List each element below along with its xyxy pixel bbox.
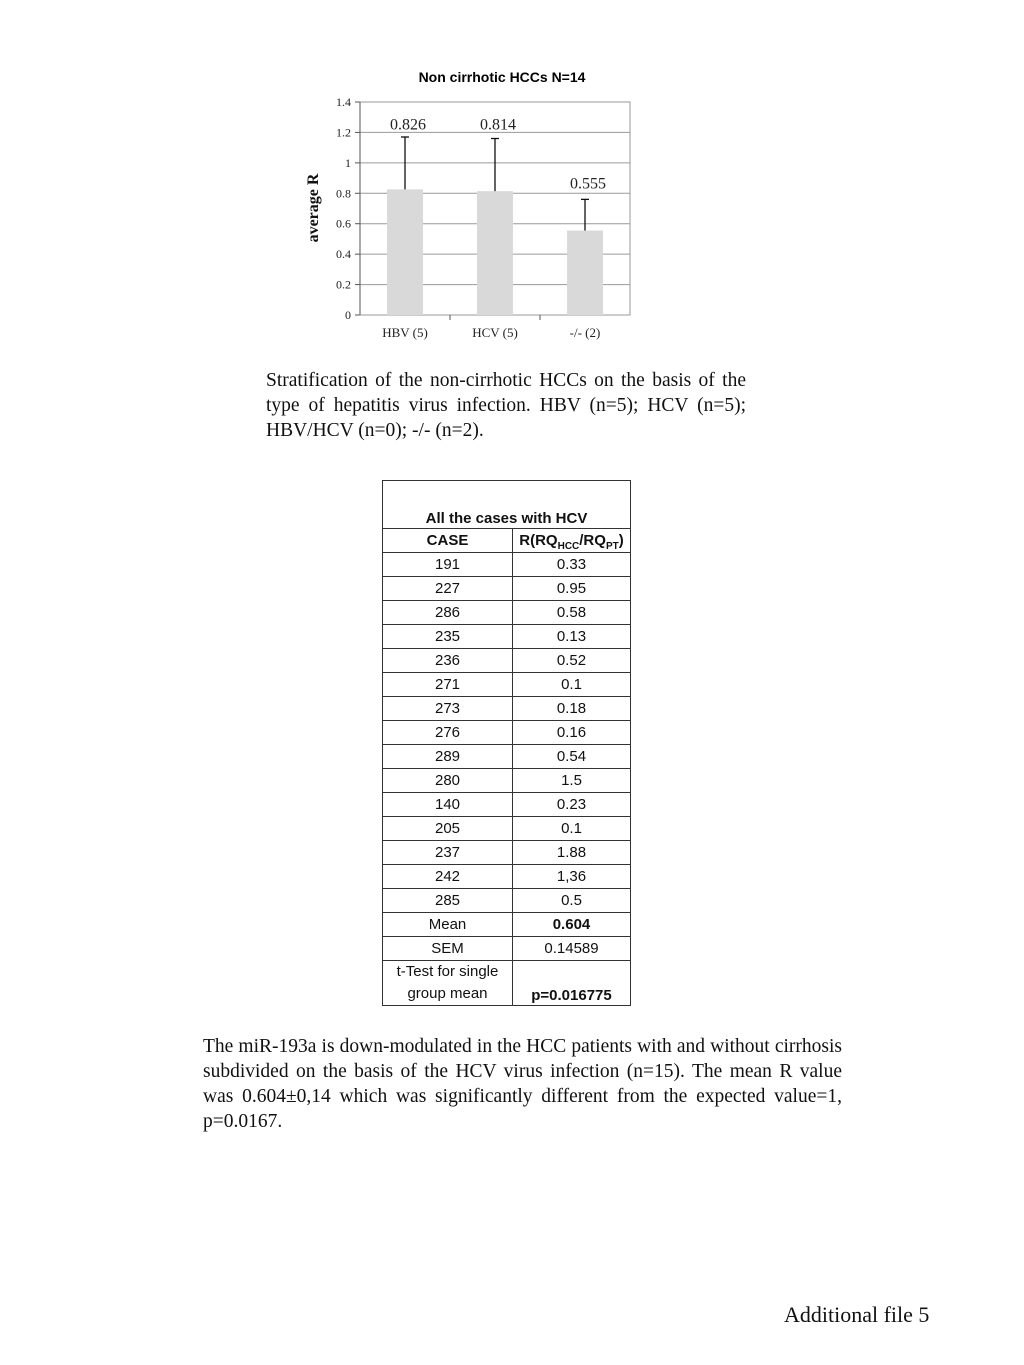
case-cell: 236	[383, 649, 513, 673]
table-row	[383, 625, 631, 649]
r-cell: 1.88	[513, 841, 631, 865]
mean-row	[383, 913, 631, 937]
table-row	[383, 577, 631, 601]
mean-label: Mean	[383, 913, 513, 937]
x-category-label: HBV (5)	[382, 325, 428, 340]
bar	[567, 231, 603, 315]
r-cell: 0.18	[513, 697, 631, 721]
header-case: CASE	[383, 529, 513, 553]
bar-chart	[300, 60, 640, 350]
header-r-sub2: PT	[605, 541, 619, 552]
y-tick-label: 0	[345, 308, 351, 322]
chart-caption: Stratification of the non-cirrhotic HCCs on the basis of the type of hepatitis virus infection. HBV (n=5); HCV (n=5); HBV/HCV (n=0); -/- (n=2).	[266, 370, 746, 441]
table-row	[383, 865, 631, 889]
bars	[387, 116, 606, 315]
table-row	[383, 673, 631, 697]
table-row	[383, 817, 631, 841]
x-category-label: HCV (5)	[472, 325, 518, 340]
r-cell: 0.54	[513, 745, 631, 769]
r-cell: 0.16	[513, 721, 631, 745]
r-cell: 0.1	[513, 817, 631, 841]
case-cell: 235	[383, 625, 513, 649]
table-row	[383, 769, 631, 793]
table-row	[383, 601, 631, 625]
r-cell: 1,36	[513, 865, 631, 889]
x-categories	[382, 315, 600, 340]
bar	[387, 189, 423, 315]
sem-value: 0.14589	[513, 937, 631, 961]
footer-label: Additional file 5	[784, 1302, 930, 1327]
data-label: 0.555	[570, 175, 606, 193]
y-tick-label: 1	[345, 155, 351, 170]
ttest-value: p=0.016775	[513, 961, 631, 1006]
sem-label: SEM	[383, 937, 513, 961]
mean-value: 0.604	[513, 913, 631, 937]
r-cell: 0.58	[513, 601, 631, 625]
case-cell: 227	[383, 577, 513, 601]
table-row	[383, 841, 631, 865]
case-cell: 276	[383, 721, 513, 745]
data-label: 0.814	[480, 116, 516, 134]
y-tick-label: 0.8	[336, 186, 351, 201]
case-cell: 280	[383, 769, 513, 793]
table-row	[383, 697, 631, 721]
ttest-label-line1: t-Test for single	[396, 963, 499, 980]
r-cell: 0.33	[513, 553, 631, 577]
table-row	[383, 649, 631, 673]
ttest-label	[383, 961, 513, 1006]
header-r-suffix: )	[618, 532, 624, 549]
y-tick-label: 0.4	[336, 247, 351, 262]
r-cell: 0.23	[513, 793, 631, 817]
y-tick-label: 1.4	[336, 95, 351, 109]
ttest-label-line2: group mean	[407, 985, 488, 1002]
table-row	[383, 553, 631, 577]
header-r-sub1: HCC	[557, 541, 580, 552]
sem-row	[383, 937, 631, 961]
table-row	[383, 889, 631, 913]
hcv-cases-table	[382, 480, 631, 1006]
y-tick-label: 0.2	[336, 277, 351, 292]
header-r-prefix: R(RQ	[519, 532, 558, 549]
case-cell: 191	[383, 553, 513, 577]
y-tick-label: 1.2	[336, 125, 351, 140]
case-cell: 237	[383, 841, 513, 865]
ttest-row	[383, 961, 631, 1006]
r-cell: 0.1	[513, 673, 631, 697]
r-cell: 1.5	[513, 769, 631, 793]
case-cell: 271	[383, 673, 513, 697]
case-cell: 286	[383, 601, 513, 625]
table-row	[383, 745, 631, 769]
table-row	[383, 721, 631, 745]
case-cell: 273	[383, 697, 513, 721]
table-title: All the cases with HCV	[383, 481, 631, 529]
table-caption: The miR-193a is down-modulated in the HCC patients with and without cirrhosis subdivided on the basis of the HCV virus infection (n=15). The mean R value was 0.604±0,14 which was significantly different from the expected value=1, p=0.0167.	[203, 1036, 842, 1132]
x-category-label: -/- (2)	[569, 325, 601, 340]
r-cell: 0.5	[513, 889, 631, 913]
y-tick-label: 0.6	[336, 216, 351, 231]
bar	[477, 191, 513, 315]
table-row	[383, 793, 631, 817]
header-r	[513, 529, 631, 553]
y-ticks	[336, 95, 351, 322]
data-label: 0.826	[390, 116, 426, 134]
r-cell: 0.13	[513, 625, 631, 649]
y-axis-label: average R	[305, 173, 322, 243]
table-body	[383, 553, 631, 1006]
hcv-cases-table-wrap	[382, 480, 631, 1006]
case-cell: 140	[383, 793, 513, 817]
r-cell: 0.52	[513, 649, 631, 673]
header-r-mid: /RQ	[579, 532, 606, 549]
r-cell: 0.95	[513, 577, 631, 601]
case-cell: 242	[383, 865, 513, 889]
case-cell: 289	[383, 745, 513, 769]
chart-title: Non cirrhotic HCCs N=14	[418, 69, 586, 85]
case-cell: 205	[383, 817, 513, 841]
case-cell: 285	[383, 889, 513, 913]
